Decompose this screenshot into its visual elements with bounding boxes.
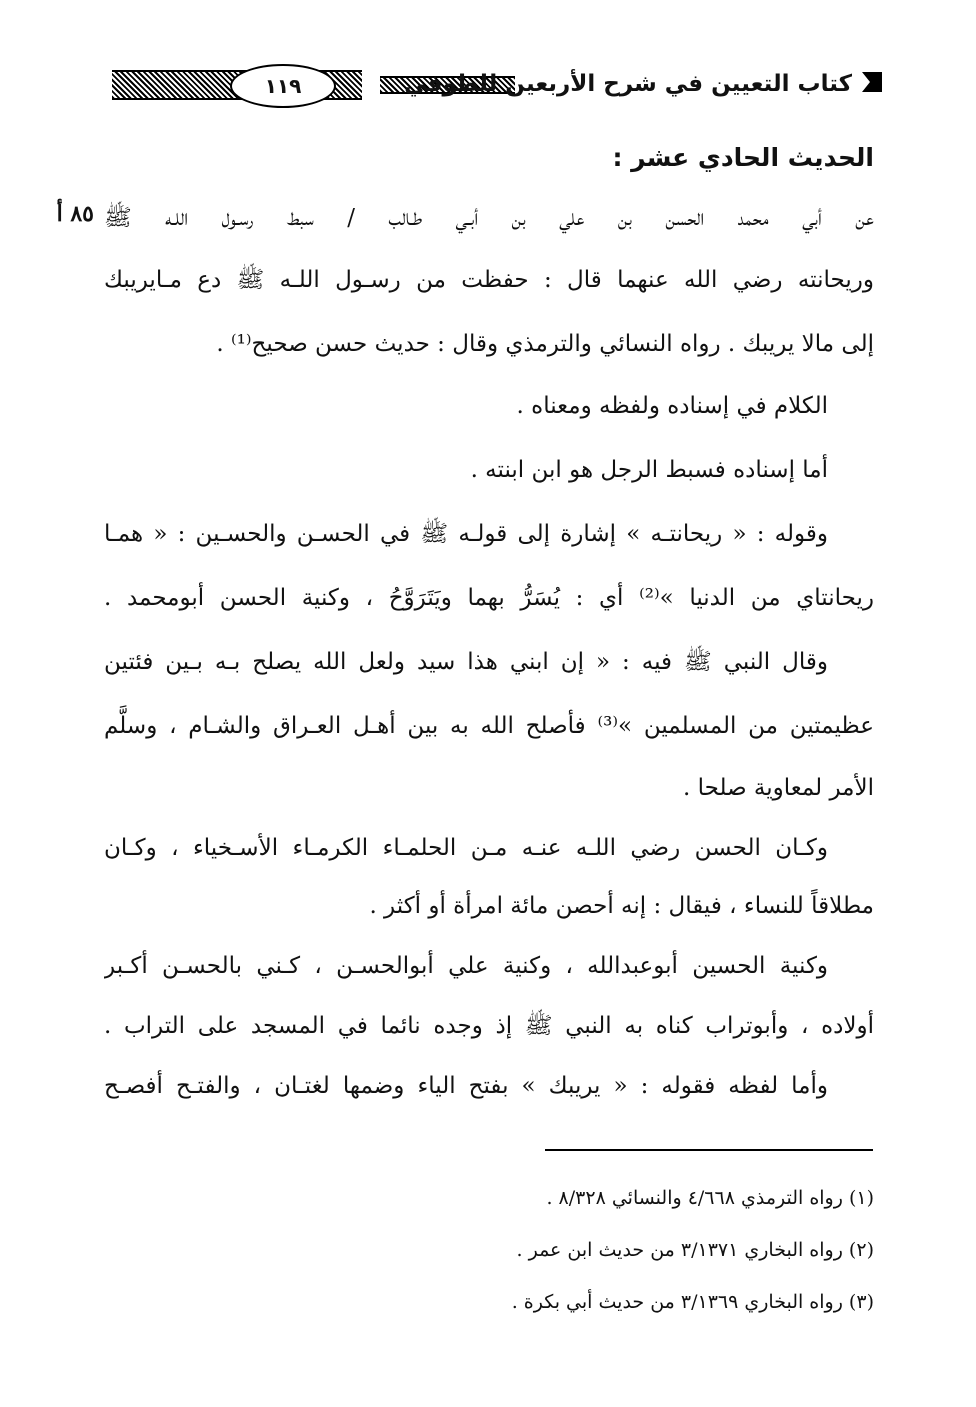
page-header xyxy=(112,60,882,110)
footnote: (١) رواه الترمذي ٤/٦٦٨ والنسائي ٨/٣٢٨ . xyxy=(546,1187,874,1209)
manuscript-folio-ref: ٨٥ أ xyxy=(56,201,94,227)
page-number: ١١٩ xyxy=(230,64,336,108)
text-line: إلى مالا يريبك . رواه النسائي والترمذي وقال : حديث حسن صحيح⁽¹⁾ . xyxy=(216,331,874,357)
title-ornament-icon xyxy=(862,72,882,92)
text-line: عن أبي محمد الحسن بن علي بن أبـي طـالب / سبط رسـول اللـه ﷺ xyxy=(104,205,874,231)
text-line: أما إسناده فسبط الرجل هو ابن ابنته . xyxy=(470,457,828,483)
text-line: وكنية الحسين أبوعبدالله ، وكنية علي أبوالحسـن ، كـني بالحسـن أكـبر xyxy=(104,953,828,979)
running-title: كتاب التعيين في شرح الأربعين للطوفي xyxy=(404,71,852,97)
text-line: عظيمتين من المسلمين »⁽³⁾ فأصلح الله به بين أهـل العـراق والشـام ، وسلَّم xyxy=(104,713,874,739)
text-line: وقال النبي ﷺ فيه : « إن ابني هذا سيد ولعل الله يصلح بـه بـين فئتين xyxy=(104,649,828,675)
footnote: (٢) رواه البخاري ٣/١٣٧١ من حديث ابن عمر . xyxy=(516,1239,874,1261)
text-line: وكـان الحسن رضي اللـه عنـه مـن الحلمـاء الكرمـاء الأسـخياء ، وكـان xyxy=(104,835,828,861)
text-line: الأمر لمعاوية صلحا . xyxy=(682,775,874,801)
text-line: أولاده ، وأبوتراب كناه به النبي ﷺ إذ وجده نائما في المسجد على التراب . xyxy=(104,1013,874,1039)
text-line: مطلاقاً للنساء ، فيقال : إنه أحصن مائة امرأة أو أكثر . xyxy=(369,893,874,919)
footnote-separator xyxy=(545,1149,873,1151)
text-line: وريحانته رضي الله عنهما قال : حفظت من رسـول اللـه ﷺ دع مـايريبك xyxy=(104,267,874,293)
text-line: وأما لفظه فقوله : « يريبك » بفتح الياء وضمها لغتـان ، والفتـح أفصـح xyxy=(104,1073,828,1099)
section-title: الحديث الحادي عشر : xyxy=(612,143,874,172)
text-line: الكلام في إسناده ولفظه ومعناه . xyxy=(516,393,828,419)
footnote: (٣) رواه البخاري ٣/١٣٦٩ من حديث أبي بكرة . xyxy=(511,1291,874,1313)
text-line: وقوله : « ريحانتـه » إشارة إلى قولـه ﷺ في الحسـن والحسـين : « همـا xyxy=(104,521,828,547)
text-line: ريحانتاي من الدنيا »⁽²⁾ أي : يُسَرُّ بهما ويَتَرَوَّحُ ، وكنية الحسن أبومحمد . xyxy=(104,585,874,611)
